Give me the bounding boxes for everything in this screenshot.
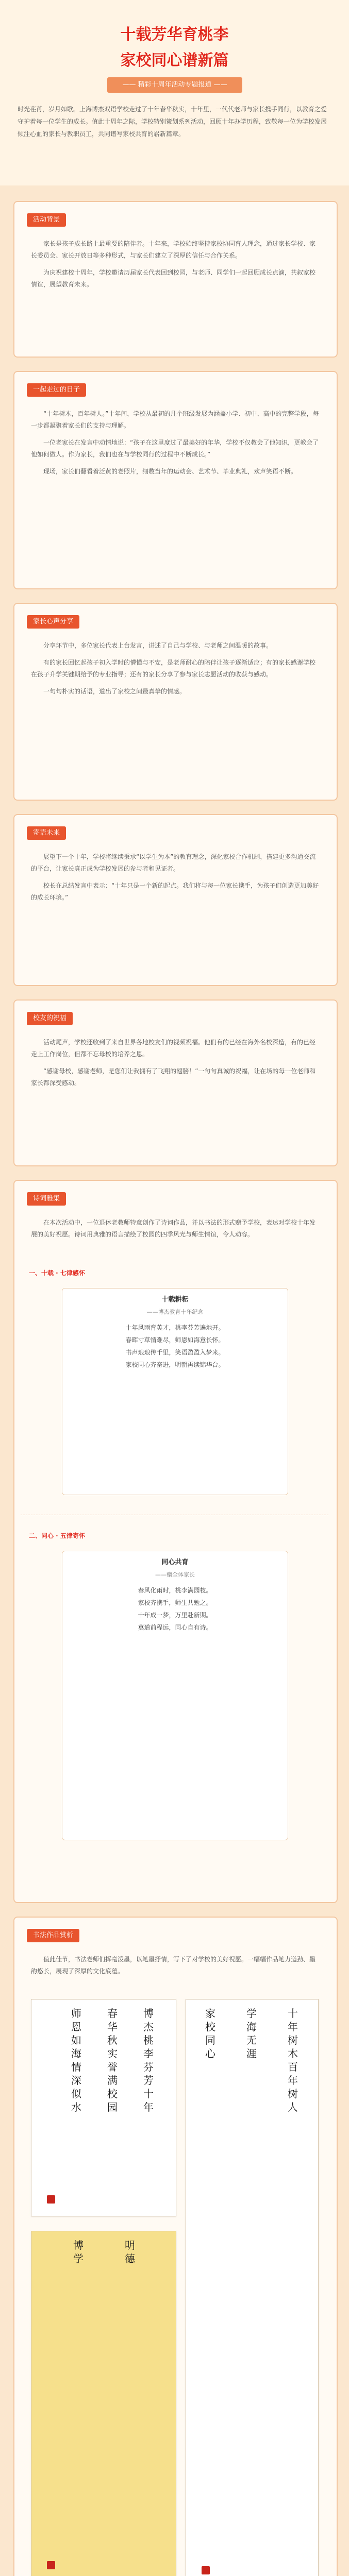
section-heading: 活动背景 — [27, 213, 66, 227]
red-seal-icon — [202, 2566, 210, 2574]
headline-line-2: 家校同心谱新篇 — [120, 52, 229, 70]
calligraphy-column: 春华秋实誉满校园 — [107, 2007, 118, 2113]
section-heading: 一起走过的日子 — [27, 383, 86, 397]
paragraph: “十年树木，百年树人。”十年间，学校从最初的几个班级发展为涵盖小学、初中、高中的完整学段，每一步都凝聚着家长们的支持与理解。 — [31, 410, 319, 429]
paragraph: 展望下一个十年，学校将继续秉承“以学生为本”的教育理念，深化家校合作机制，搭建更多沟通交流的平台，让家长真正成为学校发展的参与者和见证者。 — [31, 853, 316, 872]
paragraph: 在本次活动中，一位退休老教师特意创作了诗词作品，并以书法的形式赠予学校，表达对学校十年发展的美好祝愿。诗词用典雅的语言描绘了校园的四季风光与师生情谊，令人动容。 — [31, 1219, 316, 1238]
poem-line: 春风化雨时，桃李满园枝。 — [138, 1587, 212, 1594]
poem-line: 莫道前程远，同心自有诗。 — [138, 1624, 212, 1631]
red-seal-icon — [47, 2195, 55, 2204]
section-parent-voices — [13, 603, 338, 801]
poem-line: 家校同心齐奋进，明朝再续锦华台。 — [125, 1361, 225, 1368]
section-heading: 家长心声分享 — [27, 615, 79, 629]
poem-line: 家校齐携手，师生共勉之。 — [138, 1599, 212, 1606]
calligraphy-scroll-2 — [186, 1999, 319, 2576]
paragraph: 校长在总结发言中表示：“十年只是一个新的起点。我们将与每一位家长携手，为孩子们创造更加美好的成长环境。” — [31, 882, 319, 901]
section-heading: 书法作品赏析 — [27, 1929, 79, 1942]
paragraph: 现场，家长们翻看着泛黄的老照片，细数当年的运动会、艺术节、毕业典礼，欢声笑语不断。 — [43, 468, 297, 475]
section-text — [31, 1037, 320, 1094]
calligraphy-column: 家校同心 — [205, 2007, 215, 2060]
section-heading: 寄语未来 — [27, 826, 66, 840]
paragraph: 一句句朴实的话语，道出了家校之间最真挚的情感。 — [43, 688, 186, 695]
calligraphy-column: 学海无涯 — [246, 2007, 257, 2060]
paragraph: 一位老家长在发言中动情地说：“孩子在这里度过了最美好的年华，学校不仅教会了他知识，更教会了他如何做人。作为家长，我们也在与学校同行的过程中不断成长。” — [31, 439, 319, 458]
poem-line: 十年成一梦，万里赴新期。 — [138, 1612, 212, 1619]
poem-line: 春晖寸草情难尽，师恩如海意长怀。 — [125, 1336, 225, 1344]
headline-line-1: 十载芳华育桃李 — [120, 26, 229, 44]
poem-label-1: 一、十载 · 七律感怀 — [29, 1269, 85, 1277]
lead-paragraph: 时光荏苒，岁月如歌。上海博杰双语学校走过了十年春华秋实，十年里，一代代老师与家长携手同行，以教育之爱守护着每一位学生的成长。值此十周年之际，学校特别策划系列活动，回顾十年办学历程，致敬每一位为学校发展倾注心血的家长与教职员工，共同谱写家校共育的崭新篇章。 — [18, 106, 327, 138]
calligraphy-column: 明德 — [125, 2239, 135, 2265]
article-header — [0, 0, 349, 185]
section-text — [31, 640, 320, 703]
section-text — [31, 238, 320, 296]
section-text — [31, 408, 320, 483]
paragraph: 有的家长回忆起孩子初入学时的懵懂与不安，是老师耐心的陪伴让孩子逐渐适应；有的家长感谢学校在孩子升学关键期给予的专业指导；还有的家长分享了参与家长志愿活动的收获与感动。 — [31, 659, 316, 678]
calligraphy-column: 博学 — [73, 2239, 84, 2265]
poem-label-2: 二、同心 · 五律寄怀 — [29, 1532, 85, 1539]
paragraph: 值此佳节，书法老师们挥毫泼墨，以笔墨抒情，写下了对学校的美好祝愿。一幅幅作品笔力遒劲、墨韵悠长，展现了深厚的文化底蕴。 — [31, 1956, 316, 1975]
calligraphy-column: 博杰桃李芬芳十年 — [143, 2007, 154, 2113]
poem-title: 十载耕耘 — [161, 1296, 189, 1303]
calligraphy-column: 师恩如海情深似水 — [71, 2007, 81, 2113]
poem-line: 十年风雨育英才，桃李芬芳遍地开。 — [125, 1324, 225, 1331]
calligraphy-scroll-3 — [31, 2231, 176, 2576]
section-text — [31, 851, 320, 909]
poem-title: 同心共育 — [161, 1558, 189, 1566]
section-background — [13, 201, 338, 358]
poem-author: ——赠全体家长 — [155, 1571, 195, 1578]
section-alumni — [13, 999, 338, 1166]
section-text — [31, 1217, 320, 1246]
section-heading: 校友的祝福 — [27, 1012, 73, 1025]
section-heading: 诗词雅集 — [27, 1192, 66, 1206]
paragraph: “感谢母校，感谢老师，是您们让我拥有了飞翔的翅膀！”一句句真诚的祝福，让在场的每一位老师和家长都深受感动。 — [31, 1067, 316, 1087]
poem-card-1 — [62, 1288, 288, 1495]
section-text — [31, 1954, 320, 1982]
poem-author: ——博杰教育十年纪念 — [146, 1309, 204, 1315]
headline-badge: —— 精彩十周年活动专题报道 —— — [107, 77, 242, 93]
poem-line: 书声琅琅传千里，笑语盈盈入梦来。 — [125, 1349, 225, 1356]
paragraph: 分享环节中，多位家长代表上台发言，讲述了自己与学校、与老师之间温暖的故事。 — [43, 642, 273, 649]
red-seal-icon — [47, 2561, 55, 2569]
paragraph: 活动尾声，学校还收到了来自世界各地校友们的视频祝福。他们有的已经在海外名校深造，有的已经走上工作岗位，但都不忘母校的培养之恩。 — [31, 1039, 316, 1058]
calligraphy-column: 十年树木百年树人 — [288, 2007, 298, 2113]
paragraph: 为庆祝建校十周年，学校邀请历届家长代表回到校园，与老师、同学们一起回顾成长点滴，共叙家校情谊，展望教育未来。 — [31, 269, 316, 288]
paragraph: 家长是孩子成长路上最重要的陪伴者。十年来，学校始终坚持家校协同育人理念，通过家长学校、家长委员会、家长开放日等多种形式，与家长们建立了深厚的信任与合作关系。 — [31, 240, 316, 259]
section-journey — [13, 371, 338, 589]
poem-card-2 — [62, 1551, 288, 1840]
section-future — [13, 814, 338, 986]
calligraphy-scroll-1 — [31, 1999, 176, 2216]
